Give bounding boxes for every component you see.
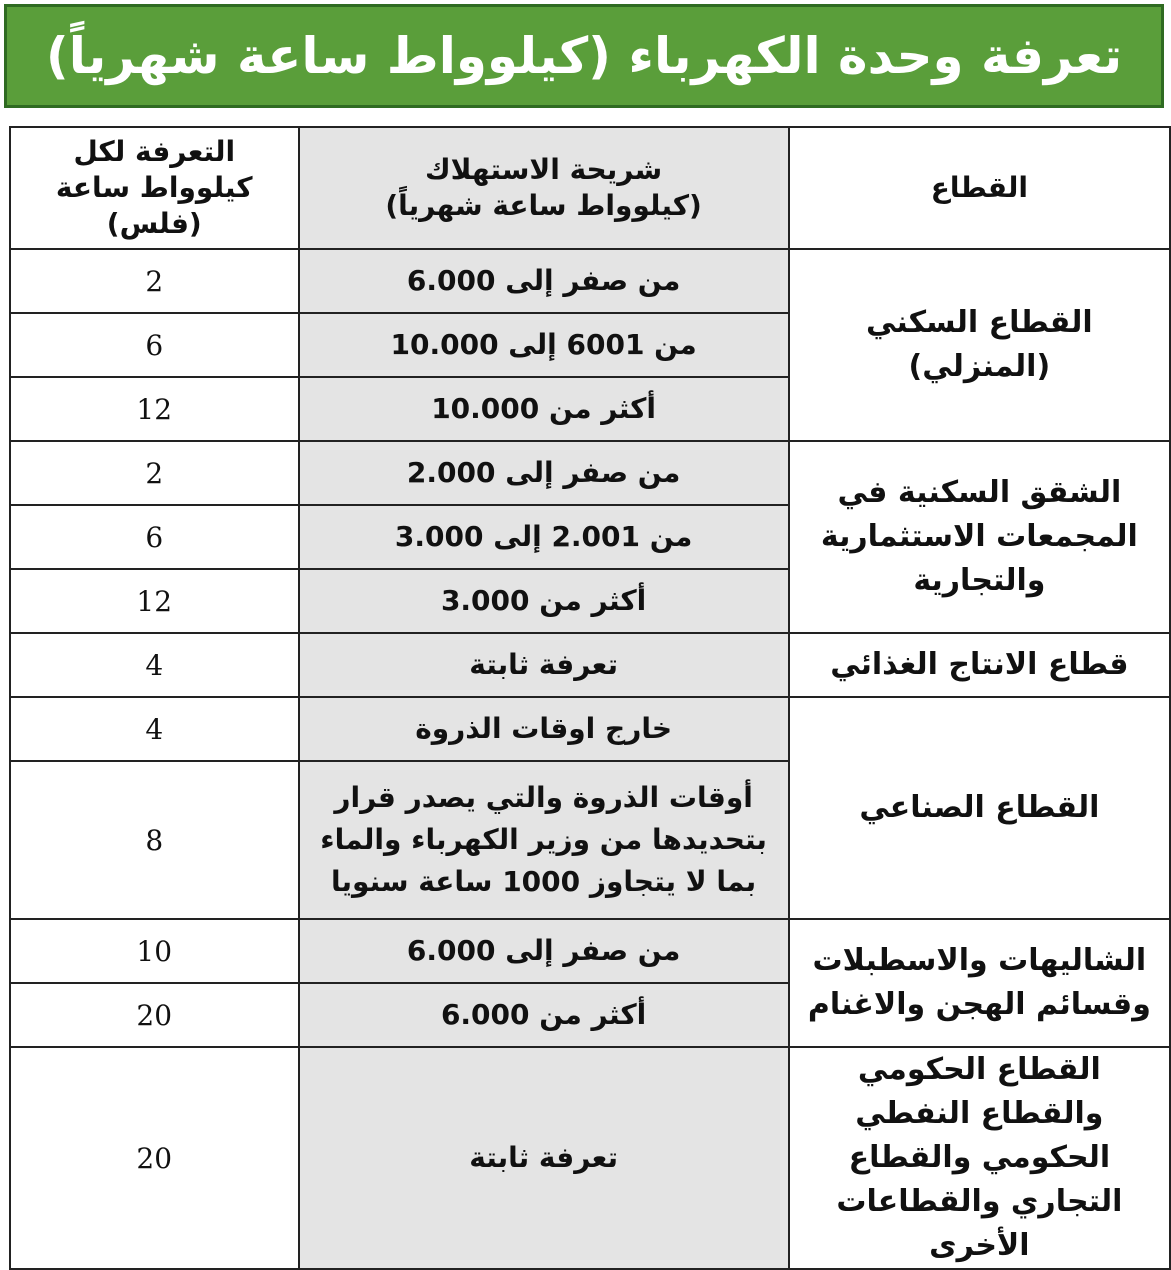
table-row [10, 441, 1170, 505]
slice-cell: من صفر إلى 6.000 [299, 249, 789, 313]
slice-cell: خارج اوقات الذروة [299, 697, 789, 761]
rate-cell: 8 [10, 761, 299, 919]
slice-cell: أكثر من 3.000 [299, 569, 789, 633]
slice-cell: تعرفة ثابتة [299, 633, 789, 697]
rate-cell: 2 [10, 249, 299, 313]
tariff-table-container [9, 126, 1171, 1270]
rate-cell: 10 [10, 919, 299, 983]
header-slice-line2: (كيلوواط ساعة شهرياً) [385, 189, 702, 222]
rate-cell: 6 [10, 313, 299, 377]
rate-cell: 6 [10, 505, 299, 569]
table-row [10, 697, 1170, 761]
slice-cell: تعرفة ثابتة [299, 1047, 789, 1269]
rate-cell: 20 [10, 983, 299, 1047]
rate-cell: 12 [10, 569, 299, 633]
rate-cell: 4 [10, 633, 299, 697]
rate-cell: 20 [10, 1047, 299, 1269]
table-header-row [10, 127, 1170, 249]
header-rate-line1: التعرفة لكل [73, 135, 236, 168]
slice-cell: من صفر إلى 2.000 [299, 441, 789, 505]
table-row [10, 1047, 1170, 1269]
slice-cell: أكثر من 6.000 [299, 983, 789, 1047]
slice-cell: من 2.001 إلى 3.000 [299, 505, 789, 569]
sector-cell-apartments: الشقق السكنية في المجمعات الاستثمارية والتجارية [789, 441, 1170, 633]
slice-cell: أكثر من 10.000 [299, 377, 789, 441]
slice-cell: أوقات الذروة والتي يصدر قرار بتحديدها من وزير الكهرباء والماء بما لا يتجاوز 1000 ساعة سنويا [299, 761, 789, 919]
rate-cell: 12 [10, 377, 299, 441]
sector-cell-residential: القطاع السكني (المنزلي) [789, 249, 1170, 441]
table-row [10, 633, 1170, 697]
header-slice [299, 127, 789, 249]
rate-cell: 4 [10, 697, 299, 761]
header-sector: القطاع [789, 127, 1170, 249]
table-row [10, 249, 1170, 313]
slice-cell: من 6001 إلى 10.000 [299, 313, 789, 377]
rate-cell: 2 [10, 441, 299, 505]
sector-cell-industrial: القطاع الصناعي [789, 697, 1170, 919]
table-row [10, 919, 1170, 983]
header-rate-line2: كيلوواط ساعة (فلس) [55, 171, 253, 240]
sector-cell-food-production: قطاع الانتاج الغذائي [789, 633, 1170, 697]
sector-cell-government: القطاع الحكومي والقطاع النفطي الحكومي والقطاع التجاري والقطاعات الأخرى [789, 1047, 1170, 1269]
title-banner [4, 4, 1164, 108]
header-slice-line1: شريحة الاستهلاك [425, 153, 663, 186]
tariff-table [9, 126, 1171, 1270]
header-rate [10, 127, 299, 249]
page-title: تعرفة وحدة الكهرباء (كيلوواط ساعة شهرياً) [45, 27, 1123, 85]
sector-cell-chalets: الشاليهات والاسطبلات وقسائم الهجن والاغنام [789, 919, 1170, 1047]
slice-cell: من صفر إلى 6.000 [299, 919, 789, 983]
